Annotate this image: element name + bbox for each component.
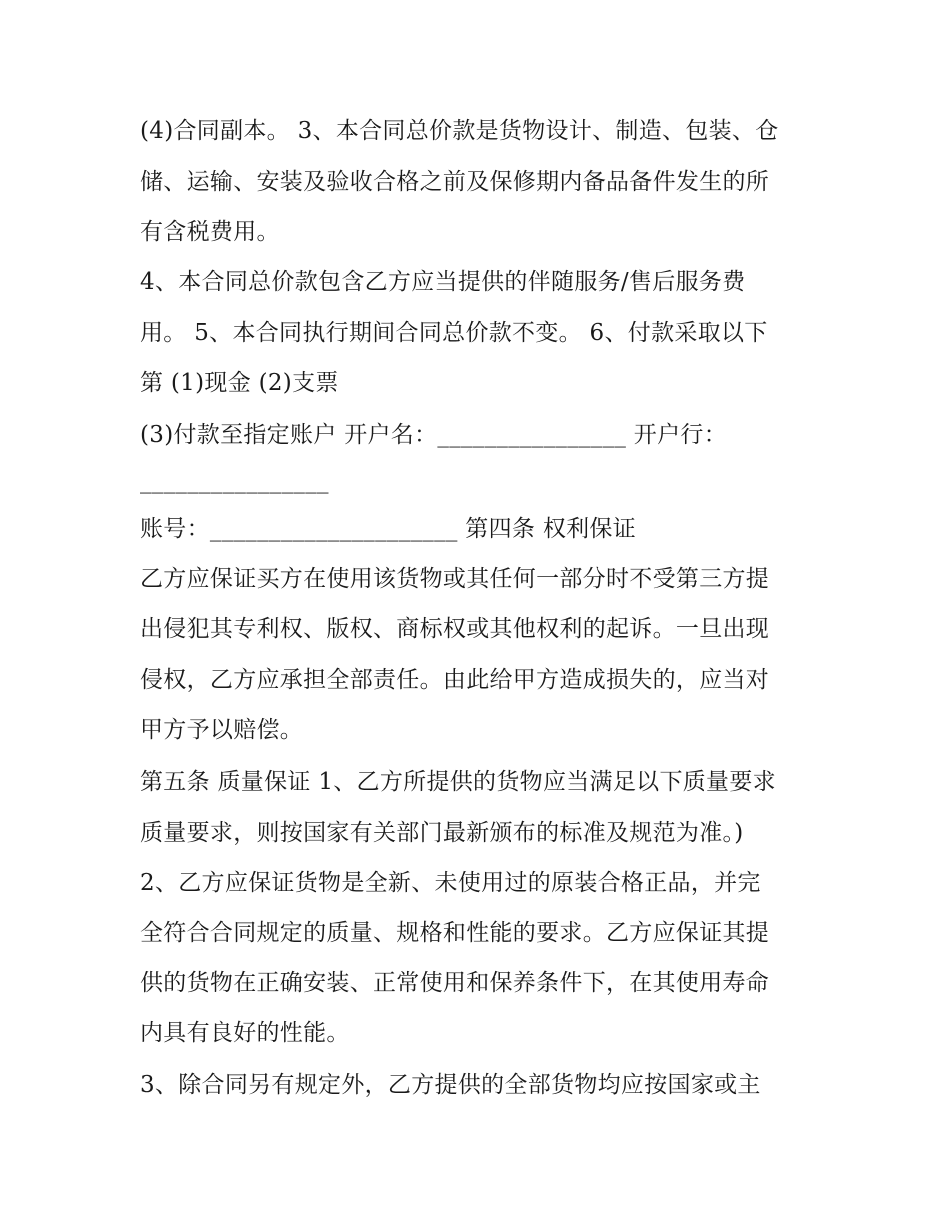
text-line: 储、运输、安装及验收合格之前及保修期内备品备件发生的所 (140, 169, 770, 195)
text-line: 有含税费用。 (140, 219, 280, 245)
text-line: 2、乙方应保证货物是全新、未使用过的原装合格正品，并完 (140, 870, 761, 896)
text-line: 3、除合同另有规定外，乙方提供的全部货物均应按国家或主 (140, 1072, 761, 1098)
text-line: 第五条 质量保证 1、乙方所提供的货物应当满足以下质量要求 (140, 769, 776, 795)
text-line: 供的货物在正确安装、正常使用和保养条件下，在其使用寿命 (140, 970, 770, 996)
text-line: 全符合合同规定的质量、规格和性能的要求。乙方应保证其提 (140, 920, 770, 946)
text-line: 用。 5、本合同执行期间合同总价款不变。 6、付款采取以下 (140, 320, 768, 346)
text-line: 侵权，乙方应承担全部责任。由此给甲方造成损失的，应当对 (140, 667, 770, 693)
text-line: 乙方应保证买方在使用该货物或其任何一部分时不受第三方提 (140, 566, 770, 592)
text-line: 4、本合同总价款包含乙方应当提供的伴随服务/售后服务费 (140, 269, 746, 295)
text-line: 第 (1)现金 (2)支票 (140, 370, 339, 396)
text-line: 甲方予以赔偿。 (140, 717, 304, 743)
text-line: (4)合同副本。 3、本合同总价款是货物设计、制造、包装、仓 (140, 118, 779, 144)
text-line: 出侵犯其专利权、版权、商标权或其他权利的起诉。一旦出现 (140, 616, 770, 642)
text-line: 账号：_____________________ 第四条 权利保证 (140, 516, 637, 542)
text-line: 质量要求，则按国家有关部门最新颁布的标准及规范为准。) (140, 820, 744, 846)
text-line: ________________ (140, 468, 329, 494)
text-line: 内具有良好的性能。 (140, 1020, 350, 1046)
text-line: (3)付款至指定账户 开户名：________________ 开户行： (140, 422, 728, 448)
